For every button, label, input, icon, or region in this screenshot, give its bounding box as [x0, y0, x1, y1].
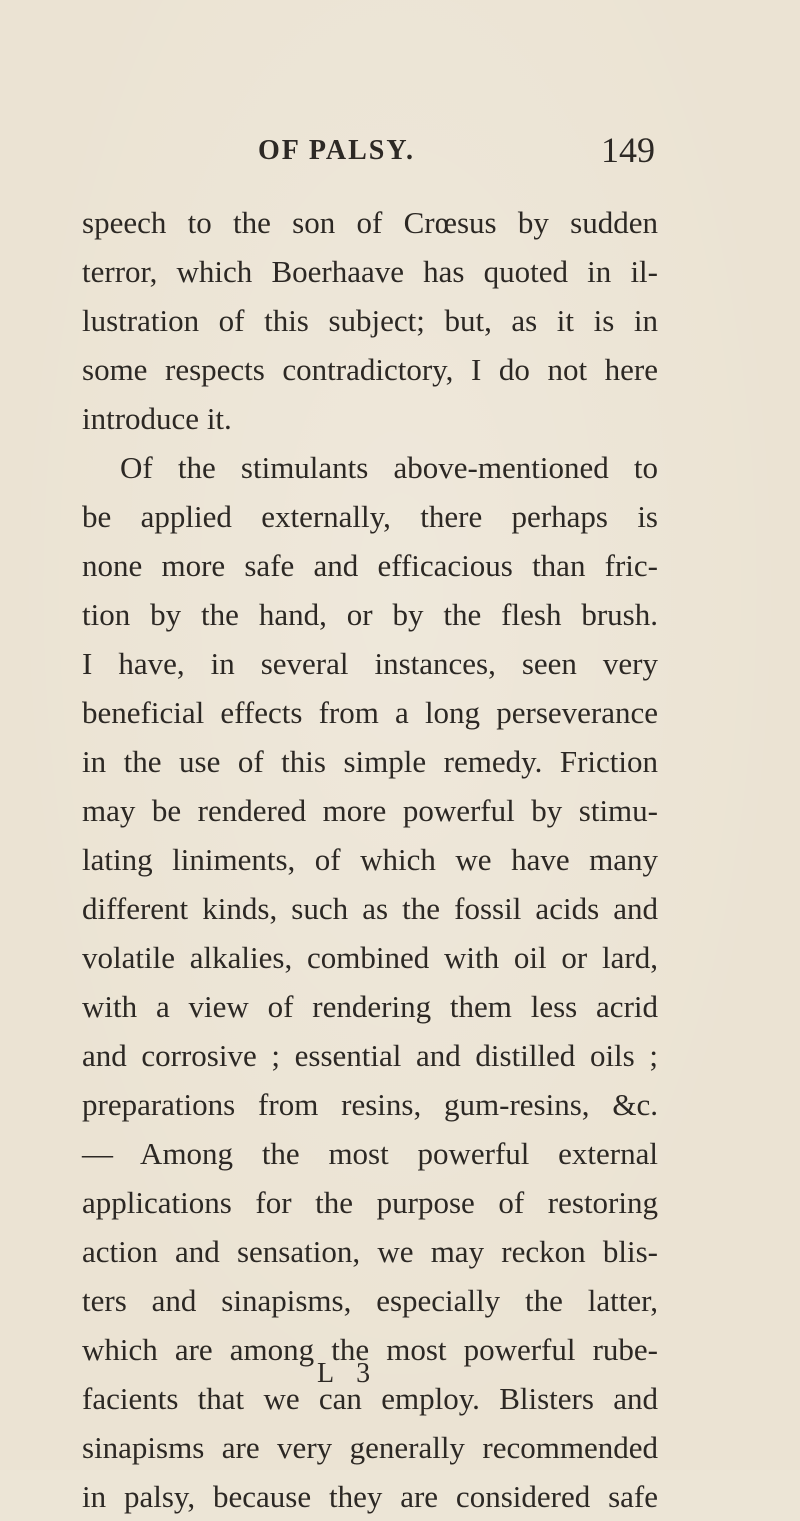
text-line: — Among the most powerful external — [82, 1136, 658, 1171]
text-line: may be rendered more powerful by stimu- — [82, 793, 658, 828]
text-line: ters and sinapisms, especially the latter, — [82, 1283, 658, 1318]
text-line: applications for the purpose of restoring — [82, 1185, 658, 1220]
text-line: I have, in several instances, seen very — [82, 646, 658, 681]
text-line: facients that we can employ. Blisters and — [82, 1381, 658, 1416]
text-line: action and sensation, we may reckon blis- — [82, 1234, 658, 1269]
text-line: and corrosive ; essential and distilled oils ; — [82, 1038, 658, 1073]
text-line: with a view of rendering them less acrid — [82, 989, 658, 1024]
text-line: preparations from resins, gum-resins, &c. — [82, 1087, 658, 1122]
text-line: in palsy, because they are considered safe — [82, 1479, 658, 1514]
text-line: in the use of this simple remedy. Friction — [82, 744, 658, 779]
page-number: 149 — [601, 130, 655, 170]
text-line: sinapisms are very generally recommended — [82, 1430, 658, 1465]
text-line: speech to the son of Crœsus by sudden — [82, 205, 658, 240]
text-line: none more safe and efficacious than fric- — [82, 548, 658, 583]
running-title: OF PALSY. — [258, 135, 415, 166]
text-line: introduce it. — [82, 401, 232, 436]
text-line: lating liniments, of which we have many — [82, 842, 658, 877]
text-line: be applied externally, there perhaps is — [82, 499, 658, 534]
text-line: terror, which Boerhaave has quoted in il- — [82, 254, 658, 289]
text-line: volatile alkalies, combined with oil or lard, — [82, 940, 658, 975]
text-line: tion by the hand, or by the flesh brush. — [82, 597, 658, 632]
running-head — [0, 130, 800, 179]
body-text — [82, 198, 658, 1521]
signature-mark: L 3 — [317, 1358, 379, 1389]
text-line: Of the stimulants above-mentioned to — [120, 450, 658, 485]
text-line: beneficial effects from a long perseverance — [82, 695, 658, 730]
text-line: which are among the most powerful rube- — [82, 1332, 658, 1367]
text-line: lustration of this subject; but, as it is in — [82, 303, 658, 338]
text-line: different kinds, such as the fossil acids and — [82, 891, 658, 926]
text-line: some respects contradictory, I do not here — [82, 352, 658, 387]
